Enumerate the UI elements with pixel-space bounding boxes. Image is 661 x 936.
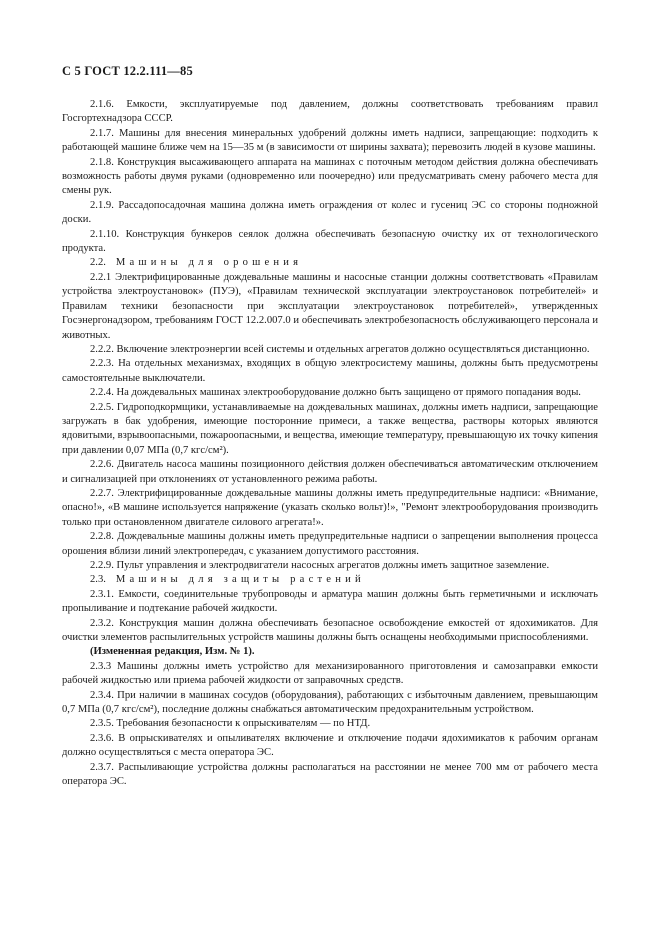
paragraph: 2.2.4. На дождевальных машинах электрооборудование должно быть защищено от прямого попадания воды.: [90, 387, 581, 399]
paragraph: 2.2.2. Включение электроэнергии всей системы и отдельных агрегатов должно осуществляться дистанционно.: [90, 343, 590, 355]
paragraph: 2.3.2. Конструкция машин должна обеспечивать безопасное освобождение емкостей от ядохимикатов. Для очистки элементов распылительных устройств машины должны быть оснащены необходимыми приспособлениями.: [62, 617, 598, 644]
paragraph: 2.3.1. Емкости, соединительные трубопроводы и арматура машин должны быть герметичными и исключать пропыливание и подтекание рабочей жидкости.: [62, 588, 598, 615]
document-page: [62, 64, 598, 790]
section-title: Машины для орошения: [115, 257, 303, 269]
section-heading: [62, 256, 598, 270]
document-body: [62, 98, 598, 790]
paragraph: 2.2.5. Гидроподкормщики, устанавливаемые на дождевальных машинах, должны иметь надписи, запрещающие загружать в бак удобрения, имеющие посторонние примеси, а также вещества, растворы которых являются ядовитыми, взрывоопасными, пожароопасными, и вещества, имеющие температуру, превышающую их точку кипения при давлении 0,07 МПа (0,7 кгс/см²).: [62, 401, 598, 456]
section-title: Машины для защиты растений: [115, 574, 365, 586]
paragraph: 2.1.8. Конструкция высаживающего аппарата на машинах с поточным методом действия должна обеспечивать возможность работы двумя руками (одновременно или поочередно) или предусматривать смену рабочего места для смены рук.: [62, 156, 598, 197]
paragraph: 2.3.7. Распыливающие устройства должны располагаться на расстоянии не менее 700 мм от рабочего места оператора ЭС.: [62, 761, 598, 788]
paragraph: 2.2.9. Пульт управления и электродвигатели насосных агрегатов должны иметь защитное заземление.: [90, 560, 550, 571]
amendment-note: (Измененная редакция, Изм. № 1).: [90, 646, 255, 658]
paragraph: 2.2.6. Двигатель насоса машины позиционного действия должен обеспечиваться автоматическим отключением и сигнализацией при отклонениях от установленного режима работы.: [62, 459, 598, 485]
paragraph: 2.3.4. При наличии в машинах сосудов (оборудования), работающих с избыточным давлением, превышающим 0,7 МПа (0,7 кгс/см²), последние должны снабжаться автоматическим предохранительным устройством.: [62, 689, 598, 716]
paragraph: 2.2.1 Электрифицированные дождевальные машины и насосные станции должны соответствовать «Правилам устройства электроустановок» (ПУЭ), «Правилам технической эксплуатации электроустановок потребителей» и Правилам техники безопасности при эксплуатации электроустановок потребителей», утвержденных Госэнергонадзором, требованиям ГОСТ 12.2.007.0 и обеспечивать электробезопасность обслуживающего персонала и животных.: [62, 271, 598, 341]
paragraph: 2.3.5. Требования безопасности к опрыскивателям — по НТД.: [90, 718, 371, 730]
paragraph: 2.1.10. Конструкция бункеров сеялок должна обеспечивать безопасную очистку их от технологического продукта.: [62, 228, 598, 255]
paragraph: 2.2.8. Дождевальные машины должны иметь предупредительные надписи о запрещении выполнения процесса орошения вблизи линий электропередач, с указанием допустимого расстояния.: [62, 531, 598, 557]
paragraph: 2.3.6. В опрыскивателях и опыливателях включение и отключение подачи ядохимикатов к рабочим органам должно осуществляться с места оператора ЭС.: [62, 732, 598, 759]
paragraph: 2.1.6. Емкости, эксплуатируемые под давлением, должны соответствовать требованиям правил Госгортехнадзора СССР.: [62, 99, 598, 125]
paragraph: 2.1.7. Машины для внесения минеральных удобрений должны иметь надписи, запрещающие: подходить к работающей машине ближе чем на 15—35 м (в зависимости от ширины захвата); перевозить людей в кузове машины.: [62, 127, 598, 154]
paragraph: 2.2.7. Электрифицированные дождевальные машины должны иметь предупредительные надписи: «Внимание, опасно!», «В машине используется напряжение (указать сколько вольт)!», "Ремонт электрооборудования производить только при остановленном двигателе силового агрегата!».: [62, 487, 598, 528]
paragraph: 2.3.3 Машины должны иметь устройство для механизированного приготовления и самозаправки емкости рабочей жидкостью или приема рабочей жидкости от заправочных средств.: [62, 660, 598, 687]
section-number: 2.2.: [90, 257, 106, 269]
paragraph: 2.1.9. Рассадопосадочная машина должна иметь ограждения от колес и гусениц ЭС со стороны подножной доски.: [62, 199, 598, 226]
paragraph: 2.2.3. На отдельных механизмах, входящих в общую электросистему машины, должны быть предусмотрены самостоятельные выключатели.: [62, 358, 598, 384]
page-header: С 5 ГОСТ 12.2.111—85: [62, 64, 193, 78]
section-number: 2.3.: [90, 574, 106, 586]
section-heading: [62, 573, 598, 587]
